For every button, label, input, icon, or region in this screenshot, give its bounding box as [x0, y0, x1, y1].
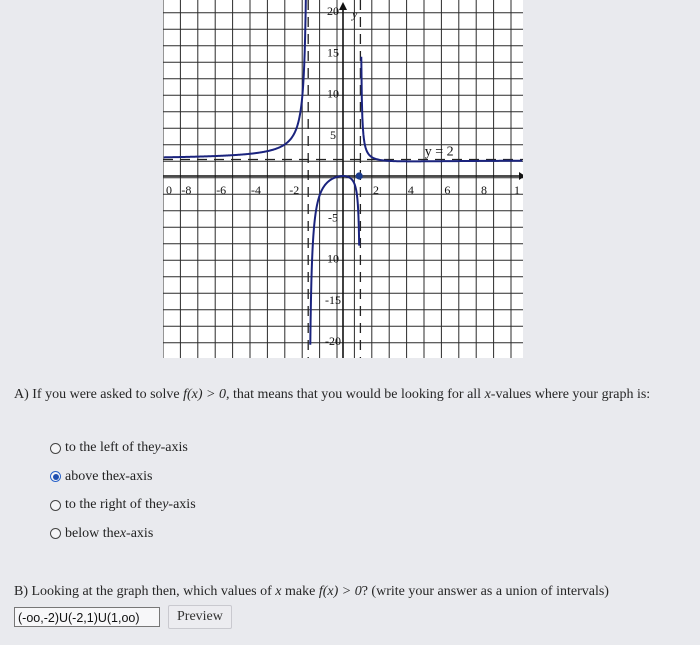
y-tick-label: -15	[325, 292, 341, 307]
asymptote-label: y = 2	[424, 144, 454, 160]
choice-var: x	[119, 468, 126, 484]
answer-input[interactable]: (-oo,-2)U(-2,1)U(1,oo)	[14, 607, 160, 627]
part-a-prefix: A) If you were asked to solve	[14, 387, 184, 402]
radio-button-selected[interactable]	[50, 471, 61, 482]
x-intercept-point	[356, 172, 363, 179]
choice-text-pre: above the	[65, 468, 120, 484]
part-b-expr: f(x) > 0	[318, 584, 362, 599]
choice-above-x-axis[interactable]	[50, 463, 196, 492]
part-a-choices	[50, 434, 196, 548]
choice-text-post: -axis	[126, 525, 154, 541]
x-tick-label: 1	[514, 183, 520, 197]
part-a-expr: f(x) > 0	[183, 387, 226, 402]
y-tick-label: -20	[325, 334, 341, 348]
radio-button[interactable]	[50, 528, 61, 539]
x-tick-label: 4	[407, 183, 414, 197]
x-tick-label: -6	[216, 183, 227, 197]
y-tick-label: 5	[330, 127, 336, 142]
choice-text-pre: to the left of the	[65, 440, 155, 456]
choice-left-of-y-axis[interactable]	[50, 434, 196, 463]
x-tick-label: 8	[480, 183, 487, 197]
part-b-prefix: B) Looking at the graph then, which values of	[14, 584, 276, 599]
part-a-middle: , that means that you would be looking for all	[226, 387, 485, 402]
radio-button[interactable]	[50, 500, 61, 511]
part-b-middle: make	[281, 584, 319, 599]
choice-var: x	[119, 525, 127, 541]
x-tick-label: -2	[289, 183, 300, 197]
function-graph	[163, 0, 523, 358]
choice-right-of-y-axis[interactable]	[50, 491, 196, 520]
x-tick-label: 0	[166, 183, 172, 197]
part-b-suffix: ? (write your answer as a union of intervals)	[361, 584, 609, 599]
choice-text-post: -axis	[168, 497, 196, 513]
x-tick-label: -8	[181, 183, 192, 197]
y-tick-label: 20	[327, 4, 339, 18]
x-tick-label: 2	[373, 183, 380, 197]
part-a-prompt	[14, 385, 674, 404]
y-axis-label: y	[352, 7, 358, 21]
graph-canvas	[163, 0, 523, 358]
y-tick-label: -5	[328, 210, 338, 225]
part-b-prompt	[14, 584, 609, 600]
choice-var: y	[154, 440, 161, 456]
answer-row	[14, 605, 232, 629]
preview-button[interactable]: Preview	[168, 605, 232, 629]
choice-text-pre: below the	[65, 525, 120, 541]
part-b-var: x	[275, 584, 282, 599]
y-tick-label: 10	[327, 86, 339, 101]
y-tick-label: 10	[327, 251, 339, 266]
choice-below-x-axis[interactable]	[50, 520, 196, 549]
choice-var: y	[162, 497, 169, 513]
radio-button[interactable]	[50, 443, 61, 454]
choice-text-post: -axis	[125, 468, 153, 484]
part-a-suffix: -values where your graph is:	[490, 387, 651, 402]
x-tick-label: -4	[251, 183, 261, 197]
x-tick-label: 6	[444, 183, 451, 197]
part-a-var: x	[484, 387, 491, 402]
y-tick-label: 15	[327, 45, 339, 60]
choice-text-post: -axis	[160, 440, 188, 456]
choice-text-pre: to the right of the	[65, 497, 163, 513]
